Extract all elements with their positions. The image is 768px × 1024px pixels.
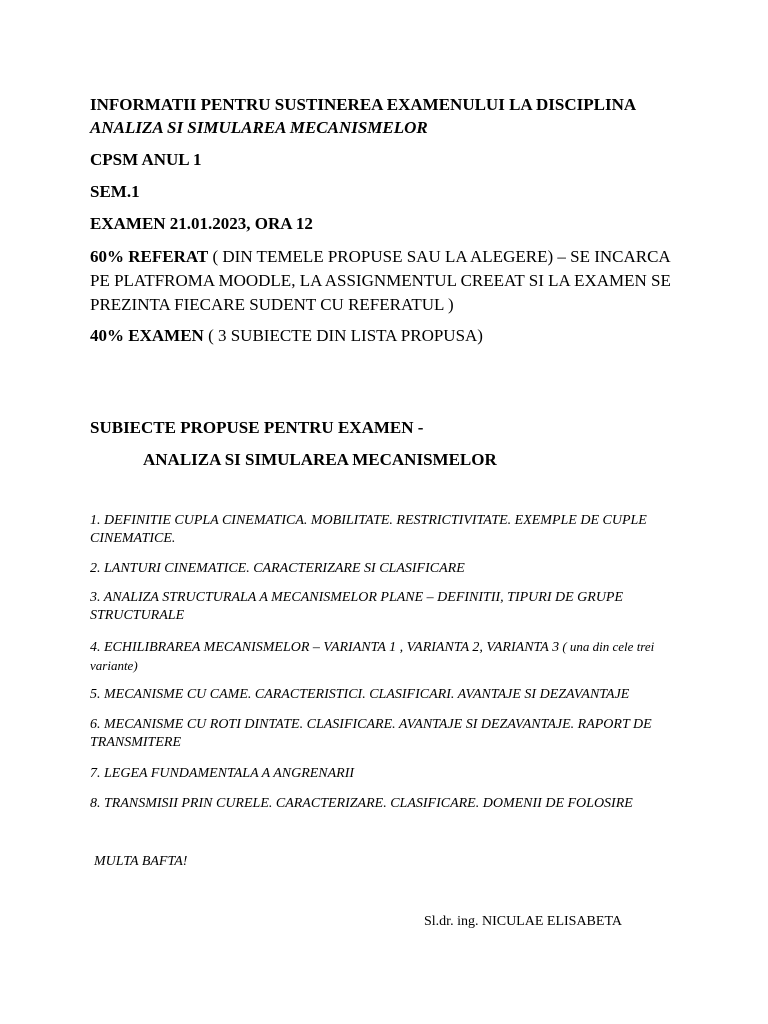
subject-item-4 <box>90 638 690 676</box>
course-name: ANALIZA SI SIMULAREA MECANISMELOR <box>90 118 428 137</box>
referat-text: ( DIN TEMELE PROPUSE SAU LA ALEGERE) – SE INCARCA PE PLATFROMA MOODLE, LA ASSIGNMENTUL CREEAT SI LA EXAMEN SE PREZINTA FIECARE SUDENT CU REFERATUL ) <box>90 247 671 314</box>
subjects-title: SUBIECTE PROPUSE PENTRU EXAMEN - <box>90 418 424 437</box>
subject-item-8: 8. TRANSMISII PRIN CURELE. CARACTERIZARE. CLASIFICARE. DOMENII DE FOLOSIRE <box>90 796 633 811</box>
subject-item-2: 2. LANTURI CINEMATICE. CARACTERIZARE SI CLASIFICARE <box>90 561 465 576</box>
exam-date-line: EXAMEN 21.01.2023, ORA 12 <box>90 214 313 233</box>
subject-item-7: 7. LEGEA FUNDAMENTALA A ANGRENARII <box>90 766 355 781</box>
subject-item-6: 6. MECANISME CU ROTI DINTATE. CLASIFICARE. AVANTAJE SI DEZAVANTAJE. RAPORT DE TRANSMITERE <box>90 717 652 750</box>
examen-text: ( 3 SUBIECTE DIN LISTA PROPUSA) <box>203 326 483 345</box>
examen-paragraph <box>90 324 690 348</box>
semester-line: SEM.1 <box>90 182 140 201</box>
referat-paragraph <box>90 245 690 317</box>
examen-label: 40% EXAMEN <box>90 326 204 345</box>
subject-item-3: 3. ANALIZA STRUCTURALA A MECANISMELOR PLANE – DEFINITII, TIPURI DE GRUPE STRUCTURALE <box>90 590 624 623</box>
referat-label: 60% REFERAT <box>90 247 209 266</box>
signature: Sl.dr. ing. NICULAE ELISABETA <box>424 914 622 929</box>
subject-item-4-text: 4. ECHILIBRAREA MECANISMELOR – VARIANTA 1 , VARIANTA 2, VARIANTA 3 <box>90 640 560 655</box>
subject-item-1: 1. DEFINITIE CUPLA CINEMATICA. MOBILITATE. RESTRICTIVITATE. EXEMPLE DE CUPLE CINEMATICE. <box>90 513 647 546</box>
subjects-subtitle: ANALIZA SI SIMULAREA MECANISMELOR <box>143 450 497 469</box>
program-line: CPSM ANUL 1 <box>90 150 202 169</box>
header-title: INFORMATII PENTRU SUSTINEREA EXAMENULUI LA DISCIPLINA <box>90 95 637 114</box>
subject-item-5: 5. MECANISME CU CAME. CARACTERISTICI. CLASIFICARI. AVANTAJE SI DEZAVANTAJE <box>90 687 630 702</box>
closing-wish: MULTA BAFTA! <box>94 854 188 869</box>
subject-item-4-note: ( una din cele trei variante) <box>90 639 655 673</box>
